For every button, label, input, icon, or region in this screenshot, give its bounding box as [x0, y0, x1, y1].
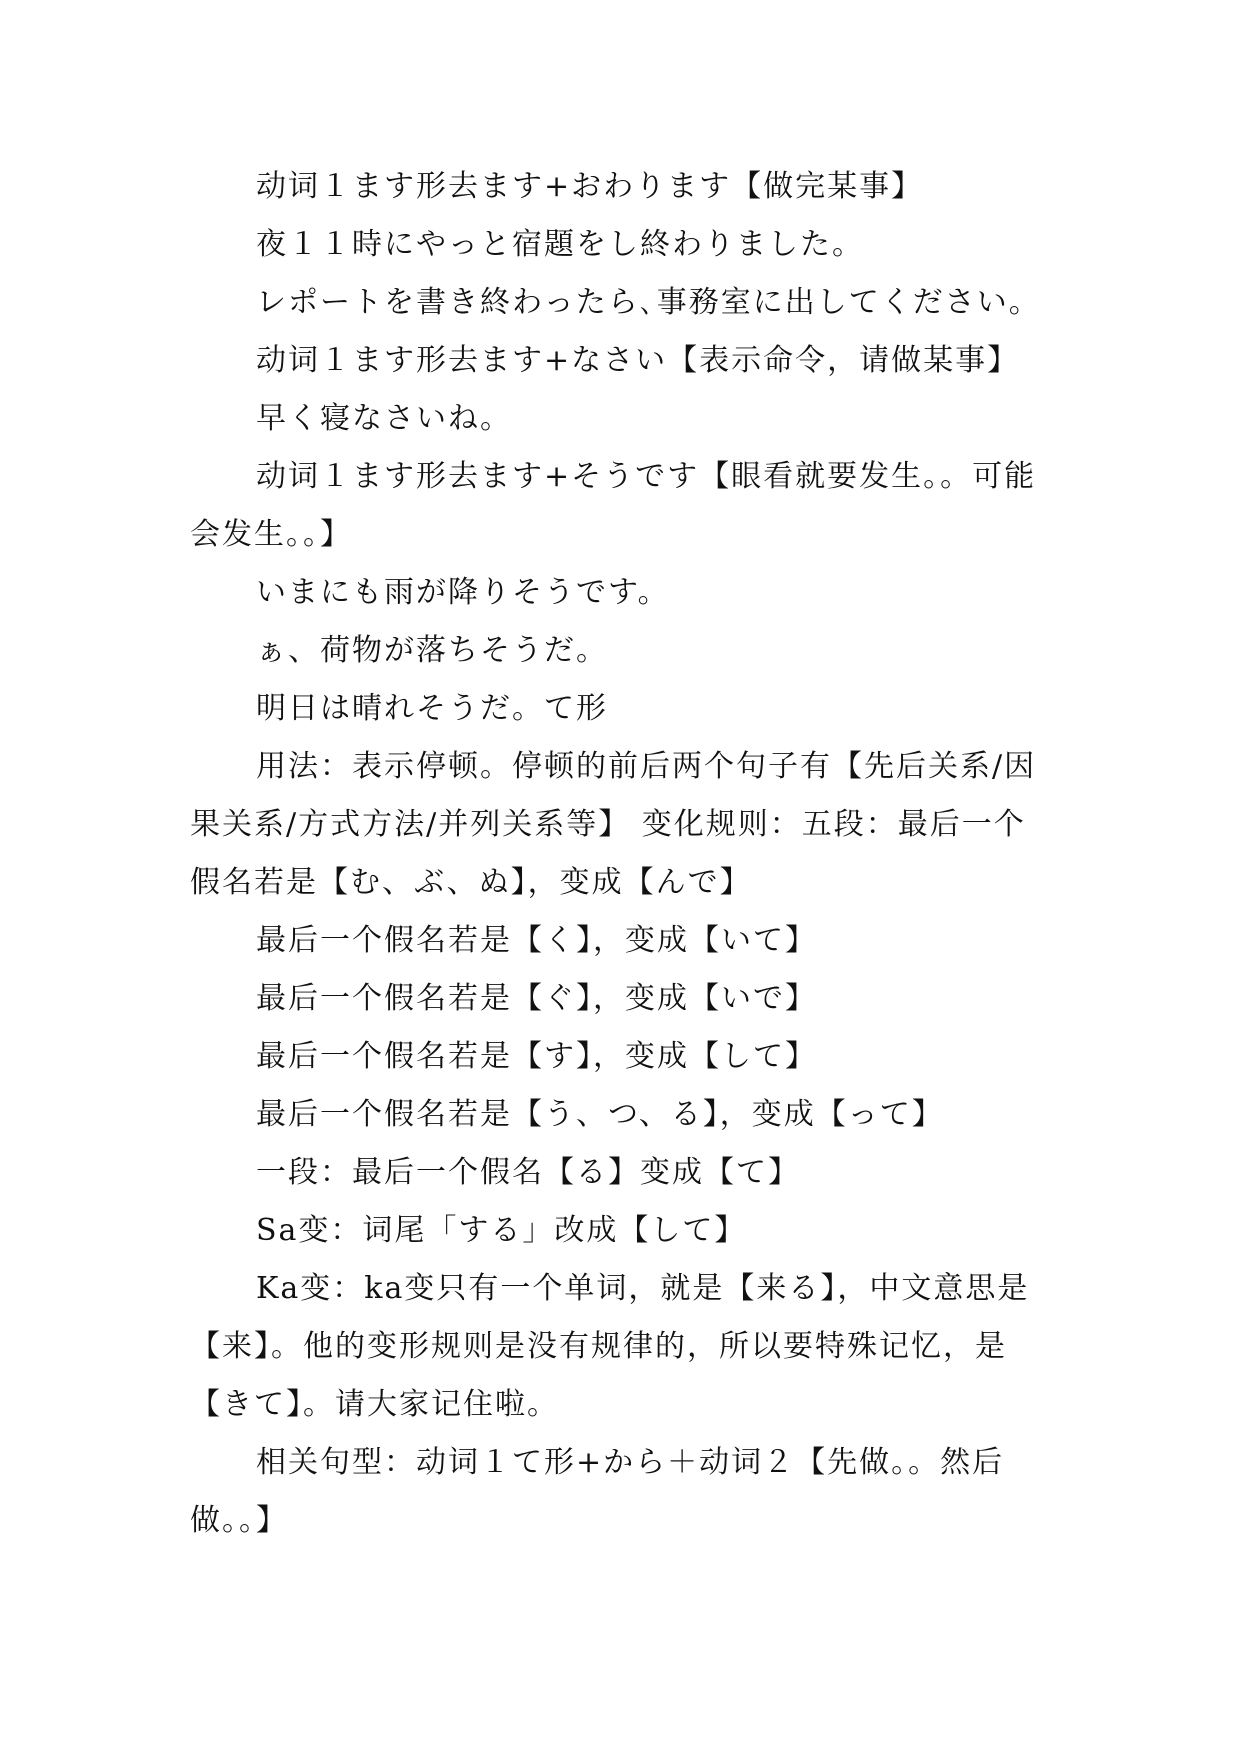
paragraph: Ka变：ka变只有一个单词，就是【来る】，中文意思是【来】。他的变形规则是没有规律的，所以要特殊记忆，是【きて】。请大家记住啦。	[190, 1271, 1030, 1422]
paragraph: 最后一个假名若是【く】，变成【いて】	[256, 923, 817, 958]
paragraph: 动词１ます形去ます+なさい【表示命令，请做某事】	[256, 343, 1020, 378]
paragraph: 动词１ます形去ます+そうです【眼看就要发生。。可能会发生。。】	[190, 459, 1037, 552]
paragraph: 夜１１時にやっと宿題をし終わりました。	[256, 227, 864, 262]
paragraph: 用法：表示停顿。停顿的前后两个句子有【先后关系/因果关系/方式方法/并列关系等】 变化规则：五段：最后一个假名若是【む、ぶ、ぬ】，变成【んで】	[190, 749, 1037, 900]
paragraph: 明日は晴れそうだ。て形	[256, 691, 608, 726]
paragraph: 早く寝なさいね。	[256, 401, 512, 436]
paragraph: いまにも雨が降りそうです。	[256, 575, 670, 610]
paragraph: 最后一个假名若是【す】，变成【して】	[256, 1039, 817, 1074]
paragraph: 一段：最后一个假名【る】变成【て】	[256, 1155, 800, 1190]
paragraph: ぁ、荷物が落ちそうだ。	[256, 633, 608, 668]
paragraph: 动词１ます形去ます+おわります【做完某事】	[256, 169, 924, 204]
paragraph: Sa变：词尾「する」改成【して】	[256, 1213, 747, 1248]
paragraph: 最后一个假名若是【う、つ、る】，变成【って】	[256, 1097, 944, 1132]
paragraph: 相关句型：动词１て形+から＋动词２【先做。。然后做。。】	[190, 1445, 1005, 1538]
paragraph: レポートを書き終わったら､事務室に出してください。	[256, 285, 1041, 320]
paragraph: 最后一个假名若是【ぐ】，变成【いで】	[256, 981, 817, 1016]
